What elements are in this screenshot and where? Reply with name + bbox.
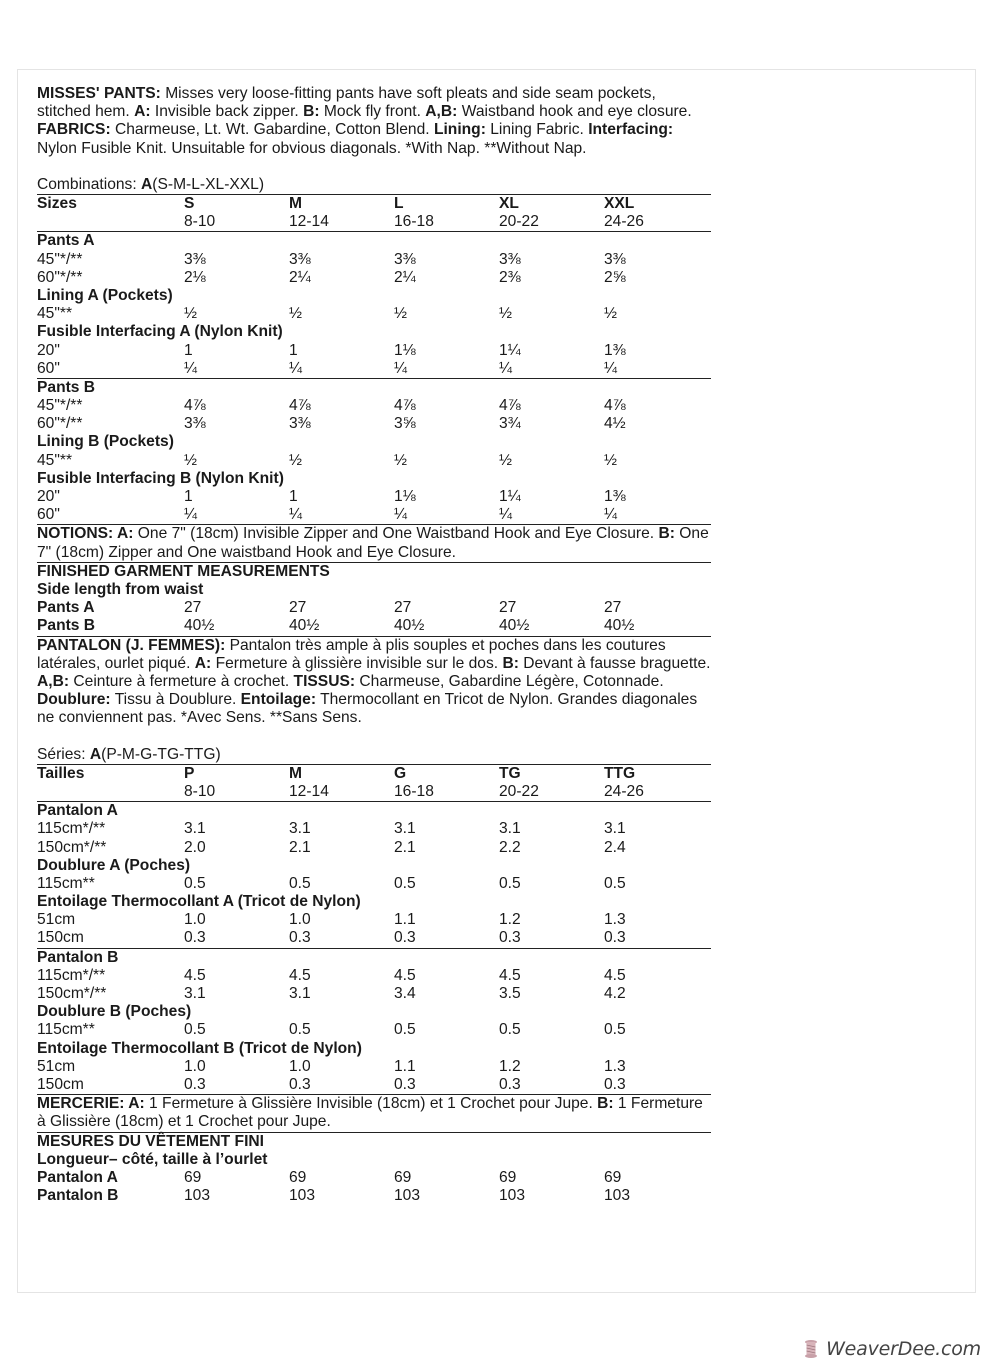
row-value: 0.3	[394, 929, 416, 947]
row-value: 3⅜	[604, 250, 626, 268]
row-value: 27	[184, 599, 202, 617]
row-label: Pantalon B	[37, 1187, 119, 1205]
row-value: 2⅛	[184, 268, 206, 286]
row-value: 1	[184, 341, 193, 359]
row-value: 4⅞	[499, 397, 521, 415]
row-value: 1.1	[394, 1057, 416, 1075]
row-value: 1.3	[604, 1057, 626, 1075]
row-value: ¼	[184, 359, 198, 377]
row-value: 69	[394, 1168, 412, 1186]
watermark-text: WeaverDee.com	[826, 1338, 981, 1360]
row-value: ½	[289, 305, 303, 323]
yardage-section-title: Doublure A (Poches)	[37, 856, 191, 874]
row-value: ¼	[394, 359, 408, 377]
yardage-row	[37, 967, 711, 985]
row-value: 69	[499, 1168, 517, 1186]
row-value: 27	[499, 599, 517, 617]
row-value: 0.5	[604, 874, 626, 892]
row-value: ½	[604, 305, 618, 323]
size-range: 16-18	[394, 213, 434, 231]
combinations-line	[37, 176, 711, 194]
row-label: 20"	[37, 341, 60, 359]
row-value: 4.5	[289, 966, 311, 984]
row-value: 1.0	[289, 911, 311, 929]
row-value: 1.0	[184, 1057, 206, 1075]
yardage-section-title: Fusible Interfacing B (Nylon Knit)	[37, 469, 284, 487]
combinations-sizes: (S-M-L-XL-XXL)	[152, 175, 265, 193]
yardage-row	[37, 1076, 711, 1094]
row-value: 103	[499, 1187, 526, 1205]
row-label: 45"**	[37, 305, 73, 323]
yardage-row	[37, 488, 711, 506]
row-label: 115cm**	[37, 1021, 95, 1039]
size-range: 24-26	[604, 782, 644, 800]
row-value: 2.1	[394, 838, 416, 856]
row-value: 4.5	[394, 966, 416, 984]
sizes-header-row	[37, 765, 711, 783]
yardage-row	[37, 506, 711, 524]
row-label: Pants B	[37, 617, 96, 635]
row-label: Pants A	[37, 599, 95, 617]
row-value: 3.4	[394, 985, 416, 1003]
row-value: 4.5	[499, 966, 521, 984]
row-value: 27	[604, 599, 622, 617]
size-label: M	[289, 764, 302, 782]
row-value: 0.3	[604, 1075, 626, 1093]
row-value: 0.3	[394, 1075, 416, 1093]
size-range: 8-10	[184, 213, 216, 231]
row-label: 115cm*/**	[37, 966, 106, 984]
yardage-section-title: Lining B (Pockets)	[37, 433, 174, 451]
yardage-section-title: Doublure B (Poches)	[37, 1003, 192, 1021]
row-value: 3.5	[499, 985, 521, 1003]
size-range: 8-10	[184, 782, 216, 800]
row-value: 69	[604, 1168, 622, 1186]
yardage-row	[37, 985, 711, 1003]
combinations-prefix: Combinations:	[37, 175, 142, 193]
row-value: 2¼	[289, 268, 311, 286]
row-value: 0.3	[499, 1075, 521, 1093]
row-value: 1⅜	[604, 341, 626, 359]
ranges-row	[37, 783, 711, 801]
finished-title: FINISHED GARMENT MEASUREMENTS	[37, 562, 330, 580]
row-value: 4⅞	[604, 397, 626, 415]
row-value: 4½	[604, 415, 626, 433]
row-value: 3.1	[289, 820, 311, 838]
row-value: 103	[184, 1187, 211, 1205]
row-value: 3.1	[499, 820, 521, 838]
row-value: 4.2	[604, 985, 626, 1003]
size-label: L	[394, 195, 404, 213]
row-value: 1.0	[184, 911, 206, 929]
yardage-row	[37, 305, 711, 323]
finished-title: MESURES DU VÊTEMENT FINI	[37, 1132, 264, 1150]
row-value: 103	[289, 1187, 316, 1205]
row-value: 1.3	[604, 911, 626, 929]
section-french	[37, 636, 711, 1206]
row-value: 0.5	[289, 1021, 311, 1039]
yardage-section-title: Pants B	[37, 378, 96, 396]
watermark	[800, 1336, 981, 1362]
row-value: 103	[604, 1187, 631, 1205]
row-value: 0.5	[184, 874, 206, 892]
yardage-row	[37, 1058, 711, 1076]
row-value: 1	[184, 488, 193, 506]
thread-spool-icon	[800, 1338, 822, 1360]
row-label: 60"	[37, 359, 60, 377]
combinations-sizes: (P-M-G-TG-TTG)	[101, 745, 221, 763]
row-value: 0.3	[499, 929, 521, 947]
combinations-prefix: Séries:	[37, 745, 90, 763]
row-value: 0.3	[289, 929, 311, 947]
sizes-label: Sizes	[37, 195, 77, 213]
row-label: 60"	[37, 506, 60, 524]
row-value: 1¼	[499, 341, 521, 359]
size-range: 24-26	[604, 213, 644, 231]
finished-subtitle: Side length from waist	[37, 580, 204, 598]
row-value: 3¾	[499, 415, 521, 433]
row-value: ½	[184, 451, 198, 469]
row-value: 2⅜	[499, 268, 521, 286]
row-value: 2.1	[289, 838, 311, 856]
row-value: 2.4	[604, 838, 626, 856]
combinations-letter: A	[141, 175, 153, 193]
row-label: 45"*/**	[37, 397, 83, 415]
row-value: 1⅛	[394, 488, 416, 506]
yardage-row	[37, 360, 711, 378]
row-value: ¼	[289, 359, 303, 377]
yardage-row	[37, 911, 711, 929]
row-value: 1¼	[499, 488, 521, 506]
row-value: ½	[184, 305, 198, 323]
row-value: ½	[394, 451, 408, 469]
row-value: 4⅞	[394, 397, 416, 415]
description: PANTALON (J. FEMMES): Pantalon très ample à plis souples et poches dans les coutures latérales, ourlet piqué. A: Fermeture à glissière invisible sur le dos. B: Devant à fausse braguette. A,B: Ceinture à fermeture à crochet. TISSUS: Charmeuse, Gabardine Légère, Cotonnade. Doublure: Tissu à Doublure. Entoilage: Thermocollant en Tricot de Nylon. Grandes diagonales ne conviennent pas. *Avec Sens. **Sans Sens.	[37, 636, 711, 727]
row-label: 45"**	[37, 451, 73, 469]
row-value: 0.5	[394, 1021, 416, 1039]
row-value: 0.5	[394, 874, 416, 892]
row-value: 27	[394, 599, 412, 617]
row-value: 3⅜	[184, 250, 206, 268]
size-range: 12-14	[289, 213, 329, 231]
row-value: ¼	[604, 506, 618, 524]
ranges-row	[37, 213, 711, 231]
row-value: 1.2	[499, 1057, 521, 1075]
size-range: 16-18	[394, 782, 434, 800]
sizes-header-row	[37, 195, 711, 213]
row-value: 40½	[184, 617, 215, 635]
description: MISSES' PANTS: Misses very loose-fitting pants have soft pleats and side seam pockets, stitched hem. A: Invisible back zipper. B: Mock fly front. A,B: Waistband hook and eye closure. FABRICS: Charmeuse, Lt. Wt. Gabardine, Cotton Blend. Lining: Lining Fabric. Interfacing: Nylon Fusible Knit. Unsuitable for obvious diagonals. *With Nap. **Without Nap.	[37, 85, 692, 157]
row-value: 1	[289, 341, 298, 359]
yardage-row	[37, 269, 711, 287]
row-value: 1.2	[499, 911, 521, 929]
yardage-section-title: Fusible Interfacing A (Nylon Knit)	[37, 323, 283, 341]
yardage-row	[37, 251, 711, 269]
row-value: 69	[289, 1168, 307, 1186]
pattern-envelope-text	[37, 85, 711, 1205]
section-english	[37, 85, 711, 636]
size-label: G	[394, 764, 407, 782]
yardage-row	[37, 839, 711, 857]
yardage-section-title: Entoilage Thermocollant A (Tricot de Nylon)	[37, 893, 361, 911]
row-label: 115cm*/**	[37, 820, 106, 838]
row-value: 69	[184, 1168, 202, 1186]
row-value: 3⅜	[184, 415, 206, 433]
yardage-row	[37, 397, 711, 415]
size-label: P	[184, 764, 195, 782]
row-label: 51cm	[37, 1057, 76, 1075]
ranges-spacer	[37, 213, 184, 231]
row-value: 40½	[604, 617, 635, 635]
row-value: 3.1	[289, 985, 311, 1003]
row-value: 40½	[289, 617, 320, 635]
combinations-line	[37, 746, 711, 764]
row-value: 0.5	[184, 1021, 206, 1039]
row-value: 0.5	[499, 874, 521, 892]
row-value: 1⅜	[604, 488, 626, 506]
row-label: 20"	[37, 488, 60, 506]
row-value: 4.5	[604, 966, 626, 984]
ranges-spacer	[37, 783, 184, 801]
row-value: 1.1	[394, 911, 416, 929]
row-value: ½	[604, 451, 618, 469]
row-value: 103	[394, 1187, 421, 1205]
size-label: XL	[499, 195, 519, 213]
finished-subtitle: Longueur– côté, taille à l’ourlet	[37, 1150, 268, 1168]
row-value: 0.3	[184, 929, 206, 947]
yardage-row	[37, 929, 711, 947]
row-value: 4⅞	[184, 397, 206, 415]
row-value: ¼	[604, 359, 618, 377]
size-label: M	[289, 195, 302, 213]
yardage-row	[37, 452, 711, 470]
row-value: 0.3	[184, 1075, 206, 1093]
size-range: 20-22	[499, 213, 539, 231]
yardage-row	[37, 415, 711, 433]
row-value: 3.1	[394, 820, 416, 838]
row-label: Pantalon A	[37, 1168, 118, 1186]
yardage-row	[37, 1021, 711, 1039]
row-label: 60"*/**	[37, 415, 83, 433]
yardage-row	[37, 342, 711, 360]
row-value: 3⅜	[394, 250, 416, 268]
row-value: 0.5	[499, 1021, 521, 1039]
row-value: ½	[289, 451, 303, 469]
yardage-row	[37, 875, 711, 893]
row-value: 2⅝	[604, 268, 626, 286]
size-label: S	[184, 195, 195, 213]
row-value: 3⅜	[289, 415, 311, 433]
row-value: 3.1	[184, 985, 206, 1003]
row-value: 0.5	[604, 1021, 626, 1039]
row-value: 2.2	[499, 838, 521, 856]
yardage-section-title: Pantalon B	[37, 948, 119, 966]
row-value: 2.0	[184, 838, 206, 856]
finished-row	[37, 617, 711, 635]
row-value: 40½	[394, 617, 425, 635]
row-value: 3⅝	[394, 415, 416, 433]
size-range: 20-22	[499, 782, 539, 800]
yardage-section-title: Pants A	[37, 232, 95, 250]
row-value: ¼	[394, 506, 408, 524]
row-value: ½	[499, 305, 513, 323]
row-label: 150cm	[37, 1075, 84, 1093]
row-label: 150cm*/**	[37, 838, 107, 856]
size-label: TG	[499, 764, 521, 782]
finished-row	[37, 1187, 711, 1205]
row-value: 0.5	[289, 874, 311, 892]
row-value: ¼	[184, 506, 198, 524]
sizes-label: Tailles	[37, 764, 85, 782]
row-value: 3.1	[604, 820, 626, 838]
row-value: ¼	[289, 506, 303, 524]
row-label: 150cm*/**	[37, 985, 107, 1003]
row-value: 4⅞	[289, 397, 311, 415]
row-label: 60"*/**	[37, 268, 83, 286]
row-value: 4.5	[184, 966, 206, 984]
row-value: 27	[289, 599, 307, 617]
row-value: 1.0	[289, 1057, 311, 1075]
row-value: 0.3	[289, 1075, 311, 1093]
row-value: ½	[394, 305, 408, 323]
row-label: 51cm	[37, 911, 76, 929]
yardage-row	[37, 820, 711, 838]
size-range: 12-14	[289, 782, 329, 800]
row-value: 1⅛	[394, 341, 416, 359]
row-value: 3.1	[184, 820, 206, 838]
row-value: 0.3	[604, 929, 626, 947]
yardage-section-title: Entoilage Thermocollant B (Tricot de Nylon)	[37, 1039, 362, 1057]
row-value: ¼	[499, 506, 513, 524]
row-value: ½	[499, 451, 513, 469]
finished-row	[37, 1169, 711, 1187]
notions-text: NOTIONS: A: One 7" (18cm) Invisible Zipper and One Waistband Hook and Eye Closure. B: One 7" (18cm) Zipper and One waistband Hook and Eye Closure.	[37, 525, 709, 561]
size-label: TTG	[604, 764, 636, 782]
row-label: 115cm**	[37, 874, 95, 892]
row-value: 2¼	[394, 268, 416, 286]
row-value: 40½	[499, 617, 530, 635]
combinations-letter: A	[89, 745, 102, 763]
yardage-section-title: Lining A (Pockets)	[37, 286, 173, 304]
row-value: 3⅜	[499, 250, 521, 268]
row-label: 45"*/**	[37, 250, 83, 268]
row-label: 150cm	[37, 929, 84, 947]
row-value: 3⅜	[289, 250, 311, 268]
notions-text: MERCERIE: A: 1 Fermeture à Glissière Invisible (18cm) et 1 Crochet pour Jupe. B: 1 Fermeture à Glissière (18cm) et 1 Crochet pour Jupe.	[37, 1095, 703, 1131]
row-value: 1	[289, 488, 298, 506]
size-label: XXL	[604, 195, 635, 213]
yardage-section-title: Pantalon A	[37, 802, 118, 820]
row-value: ¼	[499, 359, 513, 377]
finished-row	[37, 599, 711, 617]
